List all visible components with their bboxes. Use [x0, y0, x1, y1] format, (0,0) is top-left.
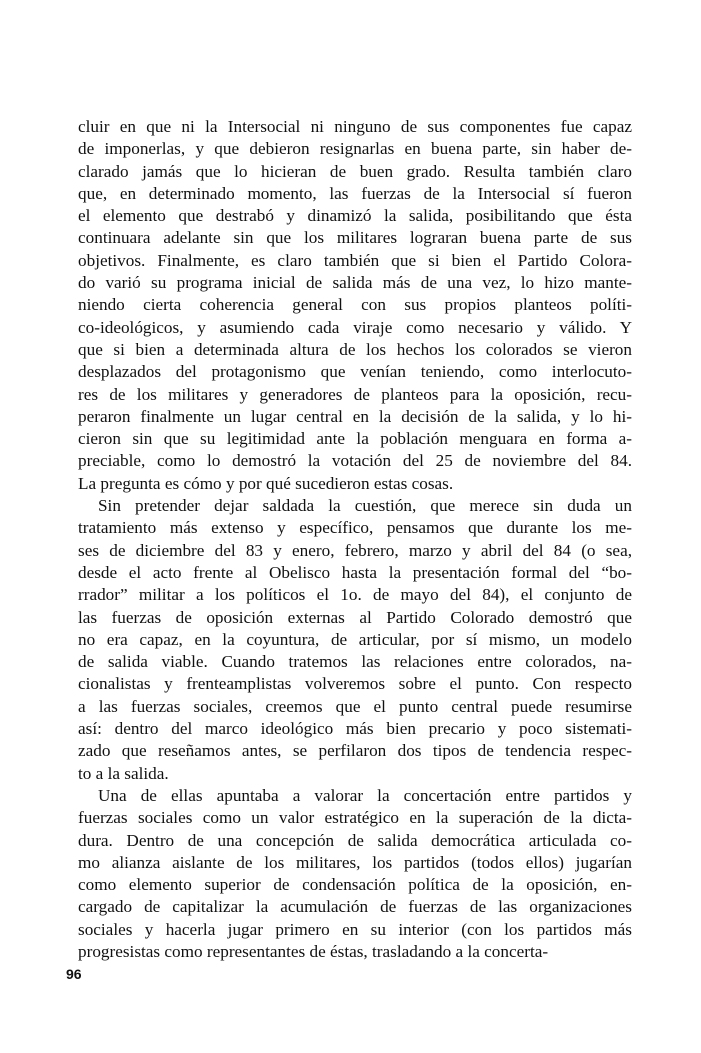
text-line: rrador” militar a los políticos el 1o. de mayo del 84), el conjunto de — [78, 585, 632, 605]
text-line: no era capaz, en la coyuntura, de articular, por sí mismo, un modelo — [78, 629, 632, 649]
text-line: progresistas como representantes de éstas, trasladando a la concerta- — [78, 941, 549, 961]
text-line: las fuerzas de oposición externas al Partido Colorado demostró que — [78, 607, 632, 627]
text-line: clarado jamás que lo hicieran de buen grado. Resulta también claro — [78, 161, 632, 181]
text-line: como elemento superior de condensación política de la oposición, en- — [78, 875, 632, 895]
text-line: res de los militares y generadores de planteos para la oposición, recu- — [78, 384, 632, 404]
text-line: a las fuerzas sociales, creemos que el punto central puede resumirse — [78, 696, 632, 716]
text-line: tratamiento más extenso y específico, pensamos que durante los me- — [78, 518, 632, 538]
text-line: mo alianza aislante de los militares, los partidos (todos ellos) jugarían — [78, 852, 632, 872]
text-line: Una de ellas apuntaba a valorar la concertación entre partidos y — [98, 785, 632, 805]
text-line: preciable, como lo demostró la votación del 25 de noviembre del 84. — [78, 451, 632, 471]
text-line: así: dentro del marco ideológico más bien precario y poco sistemati- — [78, 719, 632, 739]
text-line: el elemento que destrabó y dinamizó la salida, posibilitando que ésta — [78, 206, 632, 226]
text-line: objetivos. Finalmente, es claro también que si bien el Partido Colora- — [78, 250, 632, 270]
text-line: cluir en que ni la Intersocial ni ninguno de sus componentes fue capaz — [78, 117, 632, 136]
text-line: de imponerlas, y que debieron resignarlas en buena parte, sin haber de- — [78, 139, 632, 159]
text-line: cargado de capitalizar la acumulación de fuerzas de las organizaciones — [78, 897, 632, 917]
text-line: to a la salida. — [78, 763, 169, 783]
page-number: 96 — [66, 966, 82, 982]
text-line: La pregunta es cómo y por qué sucedieron estas cosas. — [78, 473, 454, 493]
text-line: continuara adelante sin que los militares lograran buena parte de sus — [78, 228, 632, 248]
text-line: co-ideológicos, y asumiendo cada viraje como necesario y válido. Y — [78, 317, 632, 337]
text-line: fuerzas sociales como un valor estratégico en la superación de la dicta- — [78, 808, 632, 828]
text-line: zado que reseñamos antes, se perfilaron dos tipos de tendencia respec- — [78, 741, 632, 761]
paragraph — [78, 116, 632, 495]
text-line: que si bien a determinada altura de los hechos los colorados se vieron — [78, 339, 632, 359]
text-line: niendo cierta coherencia general con sus propios planteos políti- — [78, 295, 632, 315]
text-line: ses de diciembre del 83 y enero, febrero, marzo y abril del 84 (o sea, — [78, 540, 632, 560]
text-line: que, en determinado momento, las fuerzas de la Intersocial sí fueron — [78, 183, 632, 203]
body-text — [78, 116, 632, 963]
text-line: peraron finalmente un lugar central en la decisión de la salida, y lo hi- — [78, 406, 632, 426]
text-line: desplazados del protagonismo que venían teniendo, como interlocuto- — [78, 362, 632, 382]
text-line: dura. Dentro de una concepción de salida democrática articulada co- — [78, 830, 632, 850]
text-line: sociales y hacerla jugar primero en su interior (con los partidos más — [78, 919, 632, 939]
text-line: Sin pretender dejar saldada la cuestión, que merece sin duda un — [98, 496, 632, 516]
text-line: do varió su programa inicial de salida más de una vez, lo hizo mante- — [78, 273, 632, 293]
paragraph — [78, 785, 632, 963]
paragraph — [78, 495, 632, 785]
text-line: desde el acto frente al Obelisco hasta la presentación formal del “bo- — [78, 562, 632, 582]
text-line: cieron sin que su legitimidad ante la población menguara en forma a- — [78, 429, 632, 449]
text-line: cionalistas y frenteamplistas volveremos sobre el punto. Con respecto — [78, 674, 632, 694]
text-line: de salida viable. Cuando tratemos las relaciones entre colorados, na- — [78, 652, 632, 672]
